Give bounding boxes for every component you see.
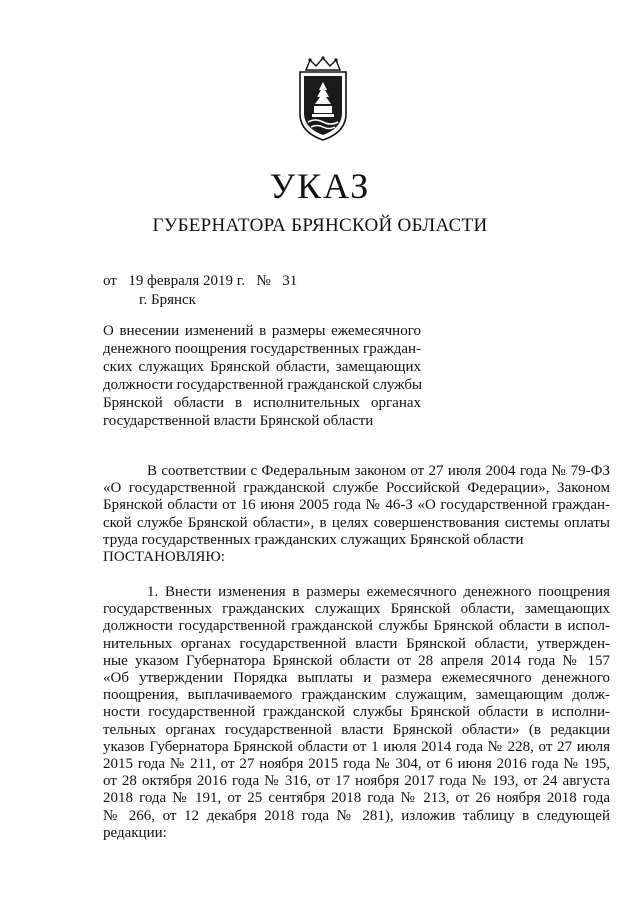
coat-of-arms-icon bbox=[294, 56, 352, 142]
date-prefix: от bbox=[103, 273, 117, 289]
decree-number: 31 bbox=[282, 273, 298, 289]
item-1-line: поощрения, выплачиваемого гражданским служащим, замещающим долж- bbox=[103, 687, 610, 704]
item-1-line: 1. Внести изменения в размеры ежемесячного денежного поощрения bbox=[147, 584, 610, 600]
item-1-line: указов Губернатора Брянской области от 1 июля 2014 года № 228, от 27 июля bbox=[103, 738, 610, 755]
item-1-line: от 28 октября 2016 года № 316, от 17 ноября 2017 года № 193, от 24 августа bbox=[103, 773, 610, 790]
subject-line: ских служащих Брянской области, замещающих bbox=[103, 359, 421, 375]
preamble-line: «О государственной гражданской службе Российской Федерации», Законом bbox=[103, 480, 610, 497]
decree-resolution: ПОСТАНОВЛЯЮ: bbox=[103, 549, 225, 566]
item-1-line: 2018 года № 191, от 25 сентября 2018 года № 213, от 26 ноября 2018 года bbox=[103, 790, 610, 807]
preamble-paragraph bbox=[103, 463, 610, 566]
preamble-line: труда государственных гражданских служащих Брянской области bbox=[103, 531, 524, 548]
item-1-paragraph bbox=[103, 584, 610, 842]
item-1-line: № 266, от 12 декабря 2018 года № 281), изложив таблицу в следующей bbox=[103, 807, 610, 824]
subject-line: должности государственной гражданской службы bbox=[103, 377, 423, 393]
item-1-line: ные указом Губернатора Брянской области от 28 апреля 2014 года № 157 bbox=[103, 652, 610, 669]
preamble-line: В соответствии с Федеральным законом от 27 июля 2004 года № 79-ФЗ bbox=[147, 463, 610, 479]
item-1-line: должности государственной гражданской службы Брянской области в испол- bbox=[103, 618, 610, 635]
item-1-line: редакции: bbox=[103, 824, 167, 841]
decree-date-line bbox=[103, 271, 297, 291]
item-1-line: государственных гражданских служащих Брянской области, замещающих bbox=[103, 601, 610, 618]
number-sign: № bbox=[256, 273, 271, 289]
preamble-line: ской службе Брянской области», в целях совершенствования системы оплаты bbox=[103, 514, 610, 531]
subject-line: О внесении изменений в размеры ежемесячного bbox=[103, 323, 421, 339]
decree-subject bbox=[103, 322, 421, 430]
subject-line: Брянской области в исполнительных органах bbox=[103, 395, 421, 411]
document-subtitle: ГУБЕРНАТОРА БРЯНСКОЙ ОБЛАСТИ bbox=[152, 215, 488, 236]
document-title: УКАЗ bbox=[269, 166, 371, 206]
item-1-line: ности государственной гражданской службы Брянской области в исполни- bbox=[103, 704, 610, 721]
decree-city: г. Брянск bbox=[139, 292, 196, 308]
item-1-line: нительных органах государственной власти Брянской области, утвержден- bbox=[103, 635, 610, 652]
item-1-line: «Об утверждении Порядка выплаты и размера ежемесячного денежного bbox=[103, 670, 610, 687]
decree-date: 19 февраля 2019 г. bbox=[128, 273, 245, 289]
item-1-line: тельных органах государственной власти Брянской области» (в редакции bbox=[103, 721, 610, 738]
subject-line: государственной власти Брянской области bbox=[103, 413, 374, 429]
subject-line: денежного поощрения государственных граждан- bbox=[103, 341, 422, 357]
preamble-line: Брянской области от 16 июня 2005 года № 46-З «О государственной граждан- bbox=[103, 497, 610, 514]
item-1-line: 2015 года № 211, от 27 ноября 2015 года № 304, от 6 июня 2016 года № 195, bbox=[103, 756, 610, 773]
